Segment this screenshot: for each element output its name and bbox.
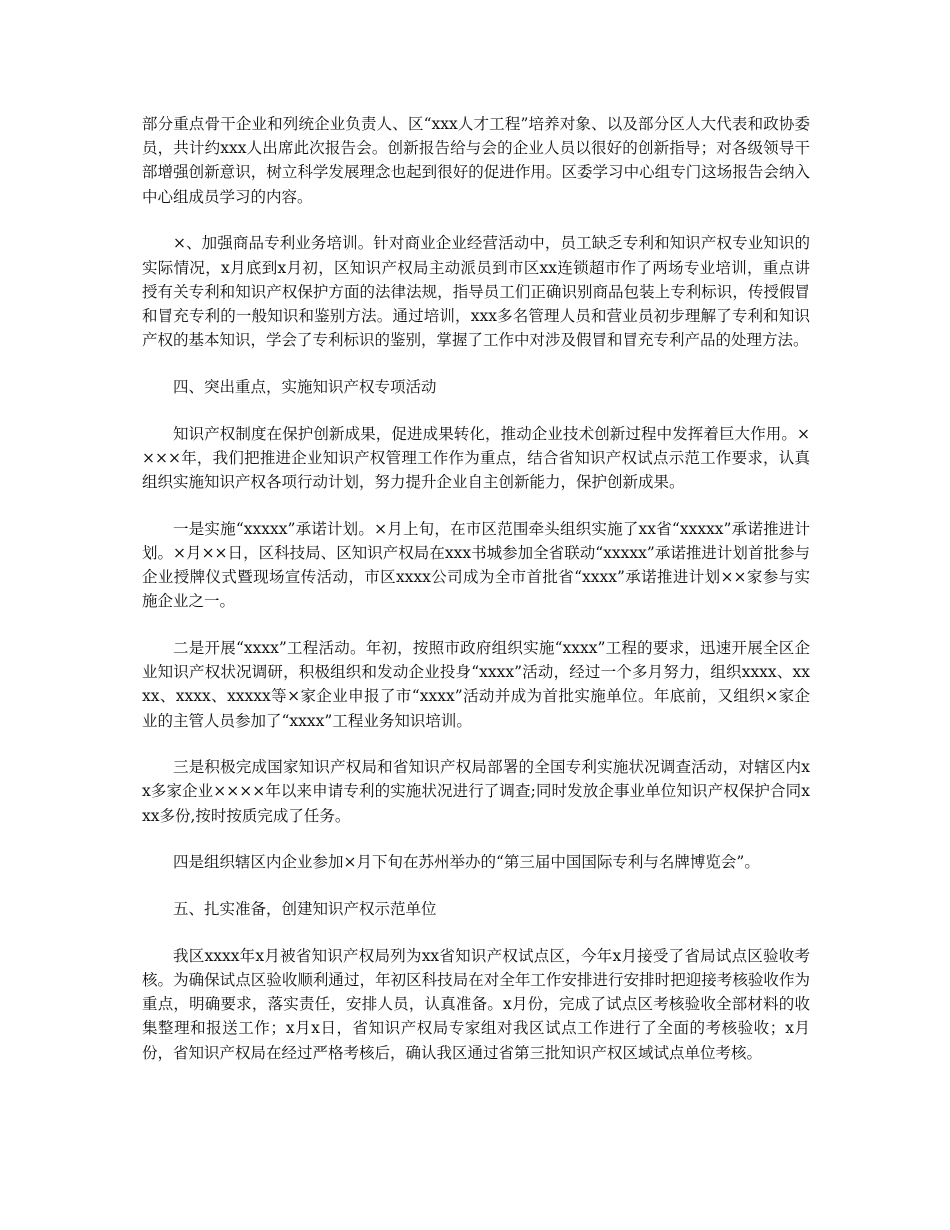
paragraph-item-four: 四是组织辖区内企业参加×月下旬在苏州举办的“第三届中国国际专利与名牌博览会”。 (173, 853, 760, 872)
paragraph-item-two: 二是开展“xxxx”工程活动。年初，按照市政府组织实施“xxxx”工程的要求，迅速开展全区企业知识产权状况调研，积极组织和发动企业投身“xxxx”活动，经过一个多月努力，组织xxxx、xxxx、xxxx、xxxxx等×家企业申报了市“xxxx”活动并成为首批实施单位。年底前，又组织×家企业的主管人员参加了“xxxx”工程业务知识培训。 (142, 638, 810, 730)
paragraph-pilot-zone: 我区xxxx年x月被省知识产权局列为xx省知识产权试点区，今年x月接受了省局试点区验收考核。为确保试点区验收顺利通过，年初区科技局在对全年工作安排进行安排时把迎接考核验收作为重点，明确要求，落实责任，安排人员，认真准备。x月份，完成了试点区考核验收全部材料的收集整理和报送工作；x月x日，省知识产权局专家组对我区试点工作进行了全面的考核验收；x月份，省知识产权局在经过严格考核后，确认我区通过省第三批知识产权区域试点单位考核。 (142, 946, 810, 1062)
document-page (142, 112, 810, 1087)
paragraph-patent-training: ×、加强商品专利业务培训。针对商业企业经营活动中，员工缺乏专利和知识产权专业知识的实际情况，x月底到x月初，区知识产权局主动派员到市区xx连锁超市作了两场专业培训，重点讲授有关专利和知识产权保护方面的法律法规，指导员工们正确识别商品包装上专利标识，传授假冒和冒充专利的一般知识和鉴别方法。通过培训，xxx多名管理人员和营业员初步理解了专利和知识产权的基本知识，学会了专利标识的鉴别，掌握了工作中对涉及假冒和冒充专利产品的处理方法。 (142, 234, 810, 350)
section-heading-five: 五、扎实准备，创建知识产权示范单位 (173, 900, 437, 919)
paragraph-continuation: 部分重点骨干企业和列统企业负责人、区“xxx人才工程”培养对象、以及部分区人大代表和政协委员，共计约xxx人出席此次报告会。创新报告给与会的企业人员以很好的创新指导；对各级领导干部增强创新意识，树立科学发展理念也起到很好的促进作用。区委学习中心组专门这场报告会纳入中心组成员学习的内容。 (142, 115, 810, 206)
paragraph-item-three: 三是积极完成国家知识产权局和省知识产权局部署的全国专利实施状况调查活动，对辖区内xx多家企业××××年以来申请专利的实施状况进行了调查;同时发放企事业单位知识产权保护合同xxx多份,按时按质完成了任务。 (142, 758, 810, 825)
section-heading-four: 四、突出重点，实施知识产权专项活动 (173, 377, 437, 396)
paragraph-item-one: 一是实施“xxxxx”承诺计划。×月上旬，在市区范围牵头组织实施了xx省“xxxxx”承诺推进计划。×月××日，区科技局、区知识产权局在xxx书城参加全省联动“xxxxx”承诺推进计划首批参与企业授牌仪式暨现场宣传活动，市区xxxx公司成为全市首批省“xxxx”承诺推进计划××家参与实施企业之一。 (142, 519, 810, 611)
paragraph-ip-system: 知识产权制度在保护创新成果，促进成果转化，推动企业技术创新过程中发挥着巨大作用。××××年，我们把推进企业知识产权管理工作作为重点，结合省知识产权试点示范工作要求，认真组织实施知识产权各项行动计划，努力提升企业自主创新能力，保护创新成果。 (142, 424, 810, 491)
